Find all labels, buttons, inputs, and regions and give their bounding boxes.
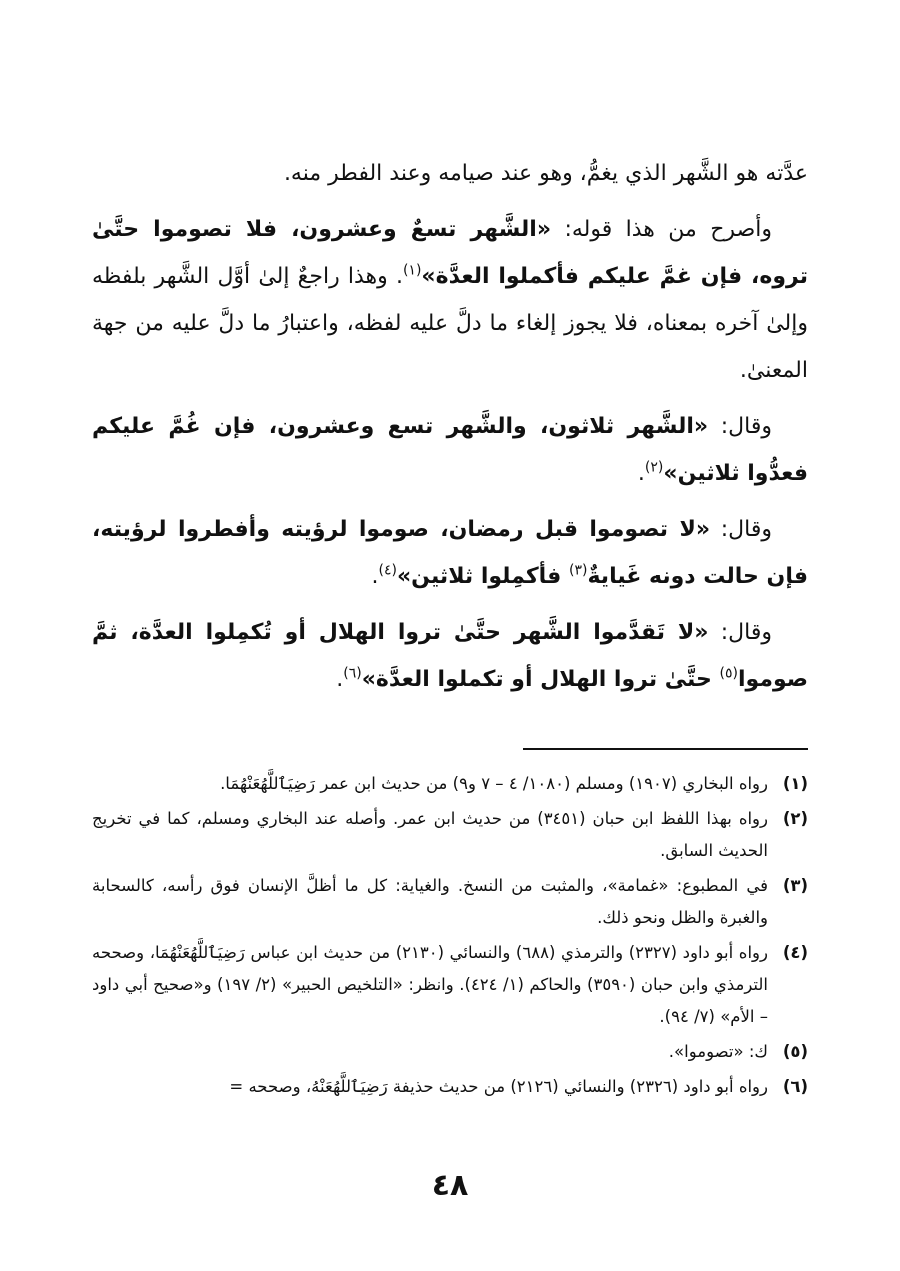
footnote-text: رواه أبو داود (٢٣٢٧) والترمذي (٦٨٨) والنسائي (٢١٣٠) من حديث ابن عباس رَضِيَٱللَّهُعَنْهُمَا، وصححه الترمذي وابن حبان (٣٥٩٠) والحاكم (١/ ٤٢٤). وانظر: «التلخيص الحبير» (٢/ ١٩٧) و«صحيح أبي داود – الأم» (٧/ ٩٤). xyxy=(92,943,769,1026)
footnote-text: رواه البخاري (١٩٠٧) ومسلم (١٠٨٠/ ٤ – ٧ و٩) من حديث ابن عمر رَضِيَٱللَّهُعَنْهُمَا. xyxy=(220,774,768,793)
footnote-4 xyxy=(92,937,808,1033)
footnote-ref-2[interactable]: (٢) xyxy=(644,459,664,476)
footnote-2 xyxy=(92,803,808,867)
paragraph-1-text: عدَّته هو الشَّهر الذي يغمُّ، وهو عند صيامه وعند الفطر منه. xyxy=(283,161,808,186)
footnote-separator xyxy=(523,748,808,750)
footnote-ref-3[interactable]: (٣) xyxy=(569,562,588,579)
footnote-number: (٦) xyxy=(782,1077,808,1096)
footnote-5 xyxy=(92,1036,808,1068)
paragraph-5-intro: وقال: xyxy=(708,620,772,645)
paragraph-3-intro: وقال: xyxy=(708,414,773,439)
hadith-quote-continued: فأكمِلوا ثلاثين» xyxy=(396,564,569,589)
paragraph-4-rest: . xyxy=(371,564,379,589)
hadith-quote: «الشَّهر تسعٌ وعشرون، فلا تصوموا حتَّىٰ تروه، فإن غمَّ عليكم فأكملوا العدَّة» xyxy=(92,217,809,289)
footnote-ref-4[interactable]: (٤) xyxy=(378,562,397,579)
footnote-text: رواه أبو داود (٢٣٢٦) والنسائي (٢١٢٦) من حديث حذيفة رَضِيَٱللَّهُعَنْهُ، وصححه = xyxy=(229,1077,768,1096)
footnotes xyxy=(92,768,808,1103)
footnote-ref-5[interactable]: (٥) xyxy=(719,665,738,682)
paragraph-2 xyxy=(92,206,808,394)
footnote-number: (١) xyxy=(782,774,808,793)
paragraph-2-intro: وأصرح من هذا قوله: xyxy=(551,217,772,242)
footnote-number: (٤) xyxy=(782,943,808,962)
footnote-text: ك: «تصوموا». xyxy=(668,1042,768,1061)
footnote-number: (٢) xyxy=(782,809,808,828)
footnote-1 xyxy=(92,768,808,800)
hadith-quote: «الشَّهر ثلاثون، والشَّهر تسع وعشرون، فإن غُمَّ عليكم فعدُّوا ثلاثين» xyxy=(92,414,808,486)
paragraph-1 xyxy=(92,150,808,197)
footnote-6 xyxy=(92,1071,808,1103)
footnote-text: رواه بهذا اللفظ ابن حبان (٣٤٥١) من حديث ابن عمر. وأصله عند البخاري ومسلم، كما في تخريج الحديث السابق. xyxy=(92,809,768,860)
footnote-3 xyxy=(92,870,808,934)
hadith-quote-continued: حتَّىٰ تروا الهلال أو تكملوا العدَّة» xyxy=(361,667,720,692)
hadith-quote: «لا تصوموا قبل رمضان، صوموا لرؤيته وأفطروا لرؤيته، فإن حالت دونه غَيايةٌ xyxy=(92,517,808,589)
footnote-text: في المطبوع: «غمامة»، والمثبت من النسخ. والغياية: كل ما أظلَّ الإنسان فوق رأسه، كالسحابة والغبرة والظل ونحو ذلك. xyxy=(92,876,768,927)
paragraph-5-rest: . xyxy=(336,667,344,692)
footnote-number: (٥) xyxy=(782,1042,808,1061)
paragraph-5 xyxy=(92,609,808,703)
footnote-ref-1[interactable]: (١) xyxy=(402,262,422,279)
footnote-number: (٣) xyxy=(782,876,808,895)
paragraph-3 xyxy=(92,403,808,497)
paragraph-2-rest: . وهذا راجعٌ إلىٰ أوَّل الشَّهر بلفظه وإلىٰ آخره بمعناه، فلا يجوز إلغاء ما دلَّ عليه لفظه، واعتبارُ ما دلَّ عليه من جهة المعنىٰ. xyxy=(92,264,808,383)
hadith-quote: «لا تَقدَّموا الشَّهر حتَّىٰ تروا الهلال أو تُكمِلوا العدَّة، ثمَّ صوموا xyxy=(92,620,808,692)
paragraph-3-rest: . xyxy=(637,461,645,486)
main-text xyxy=(92,150,808,703)
page-number: ٤٨ xyxy=(431,1168,469,1203)
footnote-ref-6[interactable]: (٦) xyxy=(343,665,362,682)
paragraph-4 xyxy=(92,506,808,600)
paragraph-4-intro: وقال: xyxy=(710,517,772,542)
